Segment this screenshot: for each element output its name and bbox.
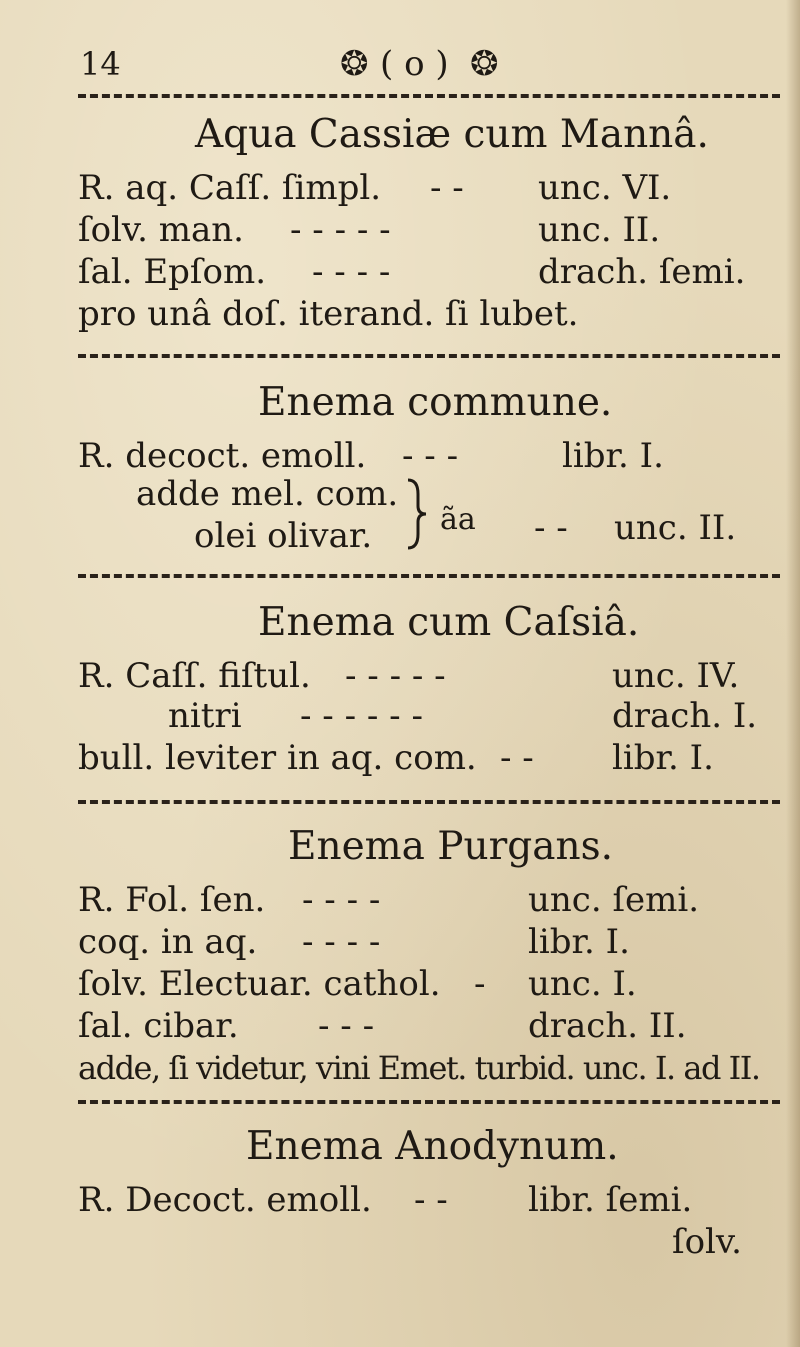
- section-title: Enema Purgans.: [288, 824, 614, 869]
- recipe-item: olei olivar.: [194, 516, 373, 556]
- recipe-qty: unc. I.: [528, 964, 637, 1004]
- recipe-dash: - - -: [402, 436, 459, 476]
- divider: [78, 574, 780, 578]
- recipe-item: ſal. cibar.: [78, 1006, 239, 1046]
- recipe-item: nitri: [168, 696, 242, 736]
- recipe-dash: - - - - - -: [300, 696, 423, 736]
- recipe-item: R. Decoct. emoll.: [78, 1180, 372, 1220]
- recipe-qty: unc. II.: [538, 210, 661, 250]
- page-number: 14: [80, 45, 121, 83]
- divider: [78, 94, 780, 98]
- section-title: Enema Anodynum.: [246, 1124, 619, 1169]
- recipe-dash: - -: [414, 1180, 448, 1220]
- recipe-qty: libr. I.: [562, 436, 664, 476]
- divider: [78, 1100, 780, 1104]
- recipe-item: R. aq. Caſſ. ſimpl.: [78, 168, 382, 208]
- recipe-item: adde mel. com.: [136, 474, 399, 514]
- recipe-item: pro unâ doſ. iterand. ſi lubet.: [78, 294, 579, 334]
- recipe-dash: - - - -: [312, 252, 391, 292]
- recipe-item: R. decoct. emoll.: [78, 436, 367, 476]
- recipe-dash: - - - -: [302, 922, 381, 962]
- recipe-qty: libr. ſemi.: [528, 1180, 693, 1220]
- section-title: Aqua Cassiæ cum Mannâ.: [195, 112, 709, 157]
- brace-icon: [404, 474, 434, 554]
- recipe-qty: libr. I.: [612, 738, 714, 778]
- brace-label: ãa: [440, 502, 476, 537]
- recipe-qty: drach. I.: [612, 696, 758, 736]
- header-center: ( o ): [380, 44, 449, 84]
- divider: [78, 354, 780, 358]
- recipe-dash: - - - - -: [290, 210, 391, 250]
- ornament-right-icon: ❂: [470, 44, 499, 84]
- recipe-dash: - - - - -: [345, 656, 446, 696]
- ornament-left-icon: ❂: [340, 44, 369, 84]
- recipe-dash: -: [474, 964, 486, 1004]
- recipe-item: R. Caſſ. fiſtul.: [78, 656, 311, 696]
- recipe-qty: drach. ſemi.: [538, 252, 746, 292]
- recipe-item: adde, ſi videtur, vini Emet. turbid. unc. I. ad II.: [78, 1049, 760, 1087]
- recipe-dash: - - - -: [302, 880, 381, 920]
- recipe-dash: - -: [534, 508, 568, 548]
- page-edge-shadow: [786, 0, 800, 1347]
- recipe-qty: unc. ſemi.: [528, 880, 700, 920]
- section-title: Enema cum Caſsiâ.: [258, 600, 640, 645]
- recipe-qty: unc. VI.: [538, 168, 672, 208]
- catchword: ſolv.: [672, 1222, 742, 1262]
- recipe-dash: - -: [430, 168, 464, 208]
- recipe-item: bull. leviter in aq. com.: [78, 738, 477, 778]
- recipe-dash: - - -: [318, 1006, 375, 1046]
- recipe-qty: unc. IV.: [612, 656, 740, 696]
- section-title: Enema commune.: [258, 380, 613, 425]
- recipe-item: R. Fol. ſen.: [78, 880, 266, 920]
- recipe-item: coq. in aq.: [78, 922, 258, 962]
- recipe-item: ſal. Epſom.: [78, 252, 267, 292]
- divider: [78, 800, 780, 804]
- recipe-item: ſolv. Electuar. cathol.: [78, 964, 441, 1004]
- recipe-dash: - -: [500, 738, 534, 778]
- recipe-qty: unc. II.: [614, 508, 737, 548]
- recipe-qty: drach. II.: [528, 1006, 687, 1046]
- recipe-qty: libr. I.: [528, 922, 630, 962]
- recipe-item: ſolv. man.: [78, 210, 244, 250]
